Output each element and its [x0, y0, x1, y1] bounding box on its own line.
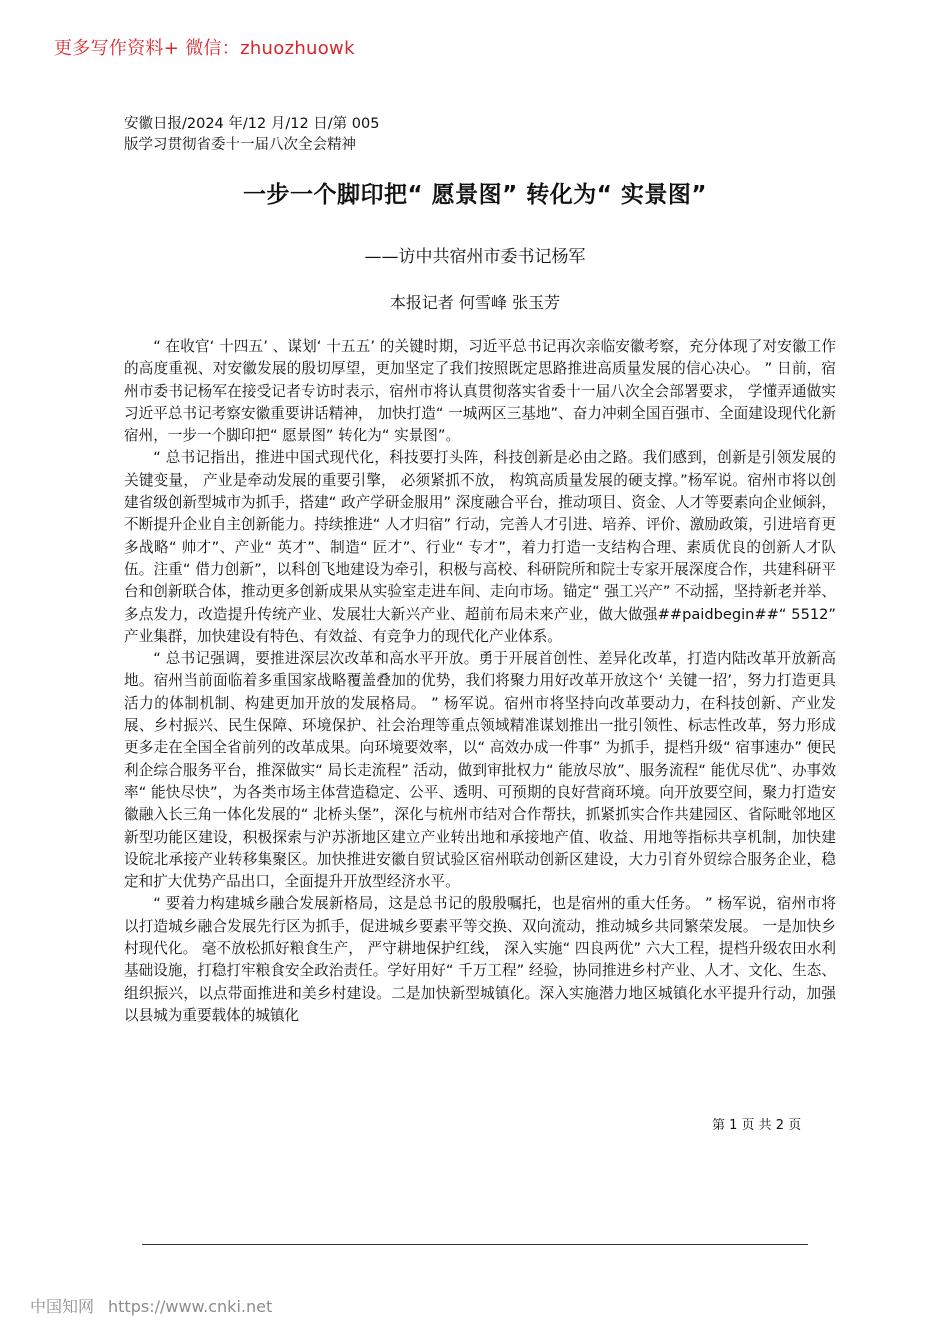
- source-line-1: 安徽日报/2024 年/12 月/12 日/第 005: [124, 116, 380, 132]
- source-line-2: 版学习贯彻省委十一届八次全会精神: [124, 137, 356, 153]
- promo-banner: 更多写作资料+ 微信：zhuozhuowk: [54, 38, 355, 59]
- article-byline: 本报记者 何雪峰 张玉芳: [389, 293, 561, 312]
- footer-divider: [142, 1244, 808, 1245]
- watermark: [30, 1294, 286, 1317]
- paragraph: “ 要着力构建城乡融合发展新格局，这是总书记的殷殷嘱托，也是宿州的重大任务。 ” 杨军说，宿州市将以打造城乡融合发展先行区为抓手，促进城乡要素平等交换、双向流动，推动城乡共同繁荣发展。 一是加快乡村现代化。 毫不放松抓好粮食生产， 严守耕地保护红线， 深入实施“ 四良两优” 六大工程，提档升级农田水利基础设施，打稳打牢粮食安全政治责任。学好用好“ 千万工程” 经验，协同推进乡村产业、人才、文化、生态、组织振兴，以点带面推进和美乡村建设。二是加快新型城镇化。深入实施潜力地区城镇化水平提升行动，加强以县城为重要载体的城镇化: [124, 895, 836, 1024]
- paragraph: “ 总书记强调，要推进深层次改革和高水平开放。勇于开展首创性、差异化改革，打造内陆改革开放新高地。宿州当前面临着多重国家战略覆盖叠加的优势，我们将聚力用好改革开放这个‘ 关键一招’，努力打造更具活力的体制机制、构建更加开放的发展格局。 ” 杨军说。宿州市将坚持向改革要动力，在科技创新、产业发展、乡村振兴、民生保障、环境保护、社会治理等重点领域精准谋划推出一批引领性、标志性改革，努力形成更多走在全国全省前列的改革成果。向环境要效率，以“ 高效办成一件事” 为抓手，提档升级“ 宿事速办” 便民利企综合服务平台，推深做实“ 局长走流程” 活动，做到审批权力“ 能放尽放”、服务流程“ 能优尽优”、办事效率“ 能快尽快”，为各类市场主体营造稳定、公平、透明、可预期的良好营商环境。向开放要空间，聚力打造安徽融入长三角一体化发展的“ 北桥头堡”，深化与杭州市结对合作帮扶，抓紧抓实合作共建园区、省际毗邻地区新型功能区建设，积极探索与沪苏浙地区建立产业转出地和承接地产值、收益、用地等指标共享机制，加快建设皖北承接产业转移集聚区。加快推进安徽自贸试验区宿州联动创新区建设，大力引育外贸综合服务企业，稳定和扩大优势产品出口，全面提升开放型经济水平。: [124, 650, 836, 891]
- article-title: 一步一个脚印把“ 愿景图” 转化为“ 实景图”: [243, 182, 707, 208]
- article-body: [124, 336, 836, 1027]
- paragraph: “ 总书记指出，推进中国式现代化，科技要打头阵，科技创新是必由之路。我们感到，创新是引领发展的关键变量， 产业是牵动发展的重要引擎， 必须紧抓不放， 构筑高质量发展的硬支撑。”杨军说。宿州市将以创建省级创新型城市为抓手，搭建“ 政产学研金服用” 深度融合平台，推动项目、资金、人才等要素向企业倾斜，不断提升企业自主创新能力。持续推进“ 人才归宿” 行动，完善人才引进、培养、评价、激励政策，引进培育更多战略“ 帅才”、产业“ 英才”、制造“ 匠才”、行业“ 专才”，着力打造一支结构合理、素质优良的创新人才队伍。注重“ 借力创新”，以科创飞地建设为牵引，积极与高校、科研院所和院士专家开展深度合作，共建科研平台和创新联合体，推动更多创新成果从实验室走进车间、走向市场。锚定“ 强工兴产” 不动摇，坚持新老并举、多点发力，改造提升传统产业、发展壮大新兴产业、超前布局未来产业，做大做强##paidbegin##“ 5512” 产业集群，加快建设有特色、有效益、有竞争力的现代化产业体系。: [124, 449, 836, 645]
- watermark-site: 中国知网: [30, 1297, 95, 1316]
- watermark-url: https://www.cnki.net: [108, 1297, 273, 1316]
- page-indicator: 第 1 页 共 2 页: [712, 1118, 802, 1133]
- article-subtitle: ——访中共宿州市委书记杨军: [364, 247, 586, 267]
- source-metadata: [124, 114, 424, 156]
- paragraph: “ 在收官‘ 十四五’ 、谋划‘ 十五五’ 的关键时期，习近平总书记再次亲临安徽考察，充分体现了对安徽工作的高度重视、对安徽发展的殷切厚望，更加坚定了我们按照既定思路推进高质量发展的信心决心。 ” 日前，宿州市委书记杨军在接受记者专访时表示，宿州市将认真贯彻落实省委十一届八次全会部署要求， 学懂弄通做实习近平总书记考察安徽重要讲话精神， 加快打造“ 一城两区三基地”、奋力冲刺全国百强市、全面建设现代化新宿州，一步一个脚印把“ 愿景图” 转化为“ 实景图”。: [124, 338, 836, 445]
